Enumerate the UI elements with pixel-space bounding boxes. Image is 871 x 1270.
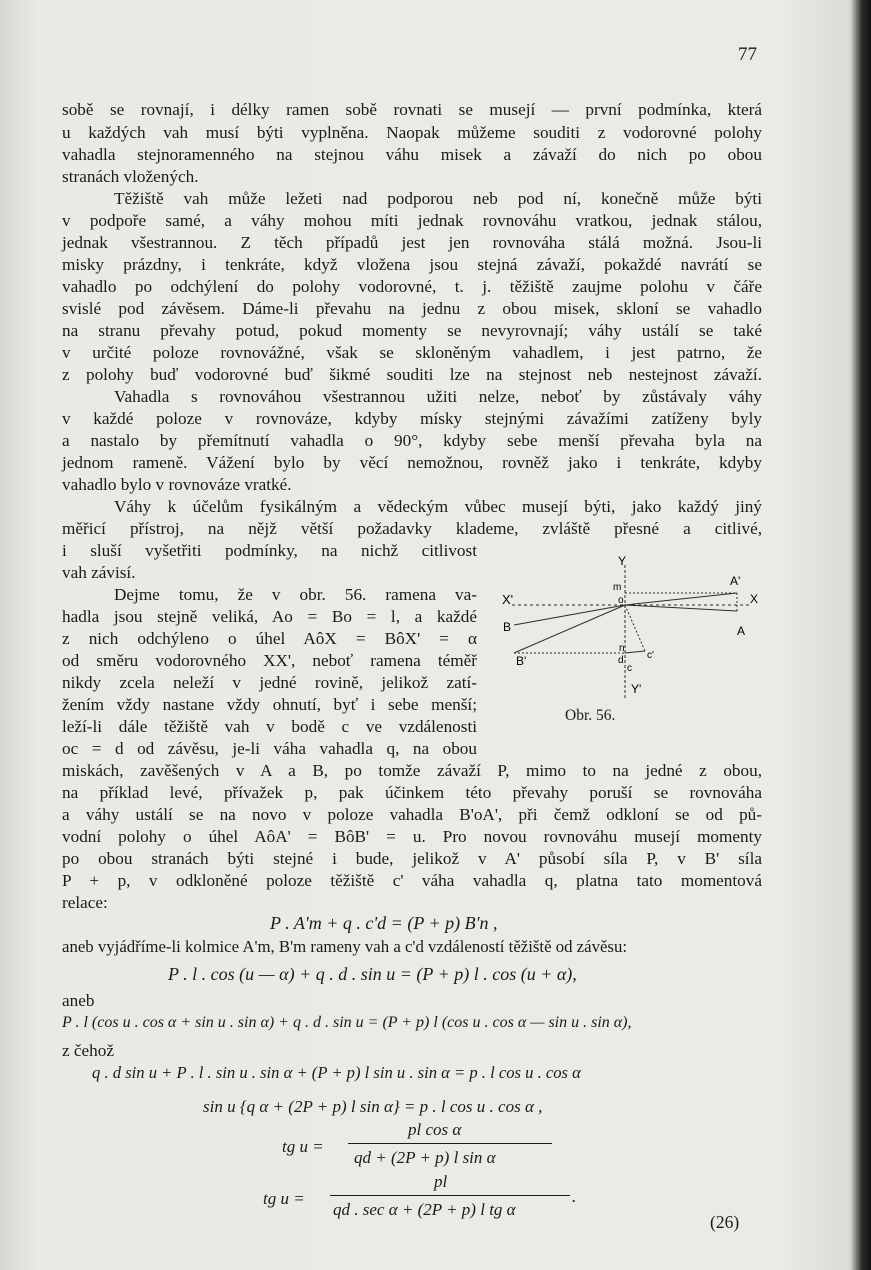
text-line: po obou stranách býti stejné i bude, jelikož v A' působí síla P, v B' síla bbox=[62, 849, 762, 868]
text-line: žením vždy nastane vždy ohnutí, byť i sebe menší; bbox=[62, 695, 477, 714]
text-line: a nastalo by přemítnutí vahadla o 90°, kdyby sebe menší převaha byla na bbox=[62, 431, 762, 450]
text-line: v určité poloze rovnovážné, však se skloněným vahadlem, i jest patrno, že bbox=[62, 343, 762, 362]
text-line: z čehož bbox=[62, 1041, 114, 1060]
text-line: svislé pod závěsem. Dáme-li převahu na jednu z obou misek, skloní se vahadlo bbox=[62, 299, 762, 318]
text-line: relace: bbox=[62, 893, 108, 912]
fraction-numerator: pl cos α bbox=[408, 1120, 462, 1139]
text-line: vodní polohy o úhel AôA' = BôB' = u. Pro novou rovnováhu musejí momenty bbox=[62, 827, 762, 846]
label-m: m bbox=[613, 582, 622, 593]
text-line: v každé poloze v rovnováze, kdyby mísky stejnými závažími zatíženy byly bbox=[62, 409, 762, 428]
equation-moments: P . A'm + q . c'd = (P + p) B'n , bbox=[270, 913, 498, 933]
text-line: vahadla stejnoramenného na stejnou váhu misek a závaží do nich po obou bbox=[62, 145, 762, 164]
label-B: B bbox=[503, 620, 512, 634]
equation-braces: sin u {q α + (2P + p) l sin α} = p . l cos u . cos α , bbox=[203, 1097, 543, 1116]
fraction-bar bbox=[330, 1195, 570, 1196]
fraction-denominator: qd . sec α + (2P + p) l tg α bbox=[333, 1200, 516, 1219]
text-line: leží-li dále těžiště vah v bodě c ve vzdálenosti bbox=[62, 717, 477, 736]
text-line: vahadlo bylo v rovnováze vratké. bbox=[62, 475, 292, 494]
fraction-numerator: pl bbox=[434, 1172, 448, 1191]
text-line: miskách, zavěšených v A a B, po tomže závaží P, mimo to na jedné z obou, bbox=[62, 761, 762, 780]
text-line: Těžiště vah může ležeti nad podporou neb pod ní, konečně může býti bbox=[114, 189, 762, 208]
text-line: i sluší vyšetřiti podmínky, na nichž citlivost bbox=[62, 541, 477, 560]
equation-sin: q . d sin u + P . l . sin u . sin α + (P + p) l sin u . sin α = p . l cos u . cos α bbox=[92, 1063, 581, 1082]
text-line: v podpoře samé, a váhy mohou míti jednak rovnováhu vratkou, jednak stálou, bbox=[62, 211, 762, 230]
text-line: nikdy zcela neleží v jedné rovině, jelikož zatí- bbox=[62, 673, 477, 692]
equation-period: . bbox=[572, 1187, 577, 1206]
text-line: od směru vodorovného XX', neboť ramena téměř bbox=[62, 651, 477, 670]
label-X: X bbox=[750, 592, 759, 606]
equation-number: (26) bbox=[710, 1212, 740, 1232]
label-Xp: X' bbox=[502, 592, 514, 607]
equation-tg-lhs: tg u = bbox=[282, 1137, 324, 1156]
text-line: oc = d od závěsu, je-li váha vahadla q, na obou bbox=[62, 739, 477, 758]
text-line: sobě se rovnají, i délky ramen sobě rovnati se musejí — první podmínka, která bbox=[62, 100, 762, 119]
text-line: aneb vyjádříme-li kolmice A'm, B'm rameny vah a c'd vzdáleností těžiště od závěsu: bbox=[62, 937, 628, 956]
label-o: o bbox=[618, 595, 624, 606]
equation-tg-lhs: tg u = bbox=[263, 1189, 305, 1208]
text-line: Váhy k účelům fysikálným a vědeckým vůbec musejí býti, jako každý jiný bbox=[114, 497, 762, 516]
text-line: vahadlo po odchýlení do polohy vodorovné, t. j. těžiště zaujme polohu v čáře bbox=[62, 277, 762, 296]
text-line: měřicí přístroj, na nějž větší požadavky klademe, zvláště přesné a citlivé, bbox=[62, 519, 762, 538]
label-n: n bbox=[619, 643, 625, 654]
text-line: z nich odchýleno o úhel AôX = BôX' = α bbox=[62, 629, 477, 648]
equation-cos: P . l . cos (u — α) + q . d . sin u = (P + p) l . cos (u + α), bbox=[168, 964, 577, 984]
equation-expanded: P . l (cos u . cos α + sin u . sin α) + q . d . sin u = (P + p) l (cos u . cos α — sin u . sin α), bbox=[62, 1014, 632, 1031]
label-d: d bbox=[618, 655, 624, 666]
text-line: Vahadla s rovnováhou všestrannou užiti nelze, neboť by zůstávaly váhy bbox=[114, 387, 762, 406]
text-line: na stranu převahy potud, pokud momenty se nevyrovnají; váhy ustálí se také bbox=[62, 321, 762, 340]
label-c: c bbox=[627, 663, 632, 674]
text-line: P + p, v odkloněné poloze těžiště c' váha vahadla q, platna tato momentová bbox=[62, 871, 762, 890]
text-line: aneb bbox=[62, 991, 95, 1010]
text-line: misky prázdny, i tenkráte, když vložena jsou stejná závaží, pokaždé navrátí se bbox=[62, 255, 762, 274]
label-cp: c' bbox=[647, 650, 654, 661]
label-Yp: Y' bbox=[631, 682, 642, 696]
figure-caption: Obr. 56. bbox=[565, 707, 616, 724]
fraction-bar bbox=[348, 1143, 552, 1144]
text-line: vah závisí. bbox=[62, 563, 136, 582]
balance-beam-diagram bbox=[494, 553, 769, 723]
text-line: stranách vložených. bbox=[62, 167, 199, 186]
text-line: hadla jsou stejně veliká, Ao = Bo = l, a každé bbox=[62, 607, 477, 626]
label-A: A bbox=[737, 624, 746, 638]
label-Ap: A' bbox=[730, 574, 741, 588]
text-line: na příklad levé, přívažek p, pak účinkem této převahy poruší se rovnováha bbox=[62, 783, 762, 802]
text-line: a váhy ustálí se na novo v poloze vahadla B'oA', při čemž odkloní se od pů- bbox=[62, 805, 762, 824]
text-line: Dejme tomu, že v obr. 56. ramena va- bbox=[114, 585, 477, 604]
text-line: z polohy buď vodorovné buď šikmé souditi lze na stejnost neb nestejnost závaží. bbox=[62, 365, 762, 384]
page-number: 77 bbox=[738, 44, 757, 65]
text-line: u každých vah musí býti vyplněna. Naopak můžeme souditi z vodorovné polohy bbox=[62, 123, 762, 142]
label-Bp: B' bbox=[516, 654, 527, 668]
fraction-denominator: qd + (2P + p) l sin α bbox=[354, 1148, 496, 1167]
text-line: jednak všestrannou. Z těch případů jest jen rovnováha stálá možná. Jsou-li bbox=[62, 233, 762, 252]
text-line: jednom rameně. Vážení bylo by věcí nemožnou, rovněž jako i tenkráte, kdyby bbox=[62, 453, 762, 472]
label-Y: Y bbox=[618, 554, 627, 568]
